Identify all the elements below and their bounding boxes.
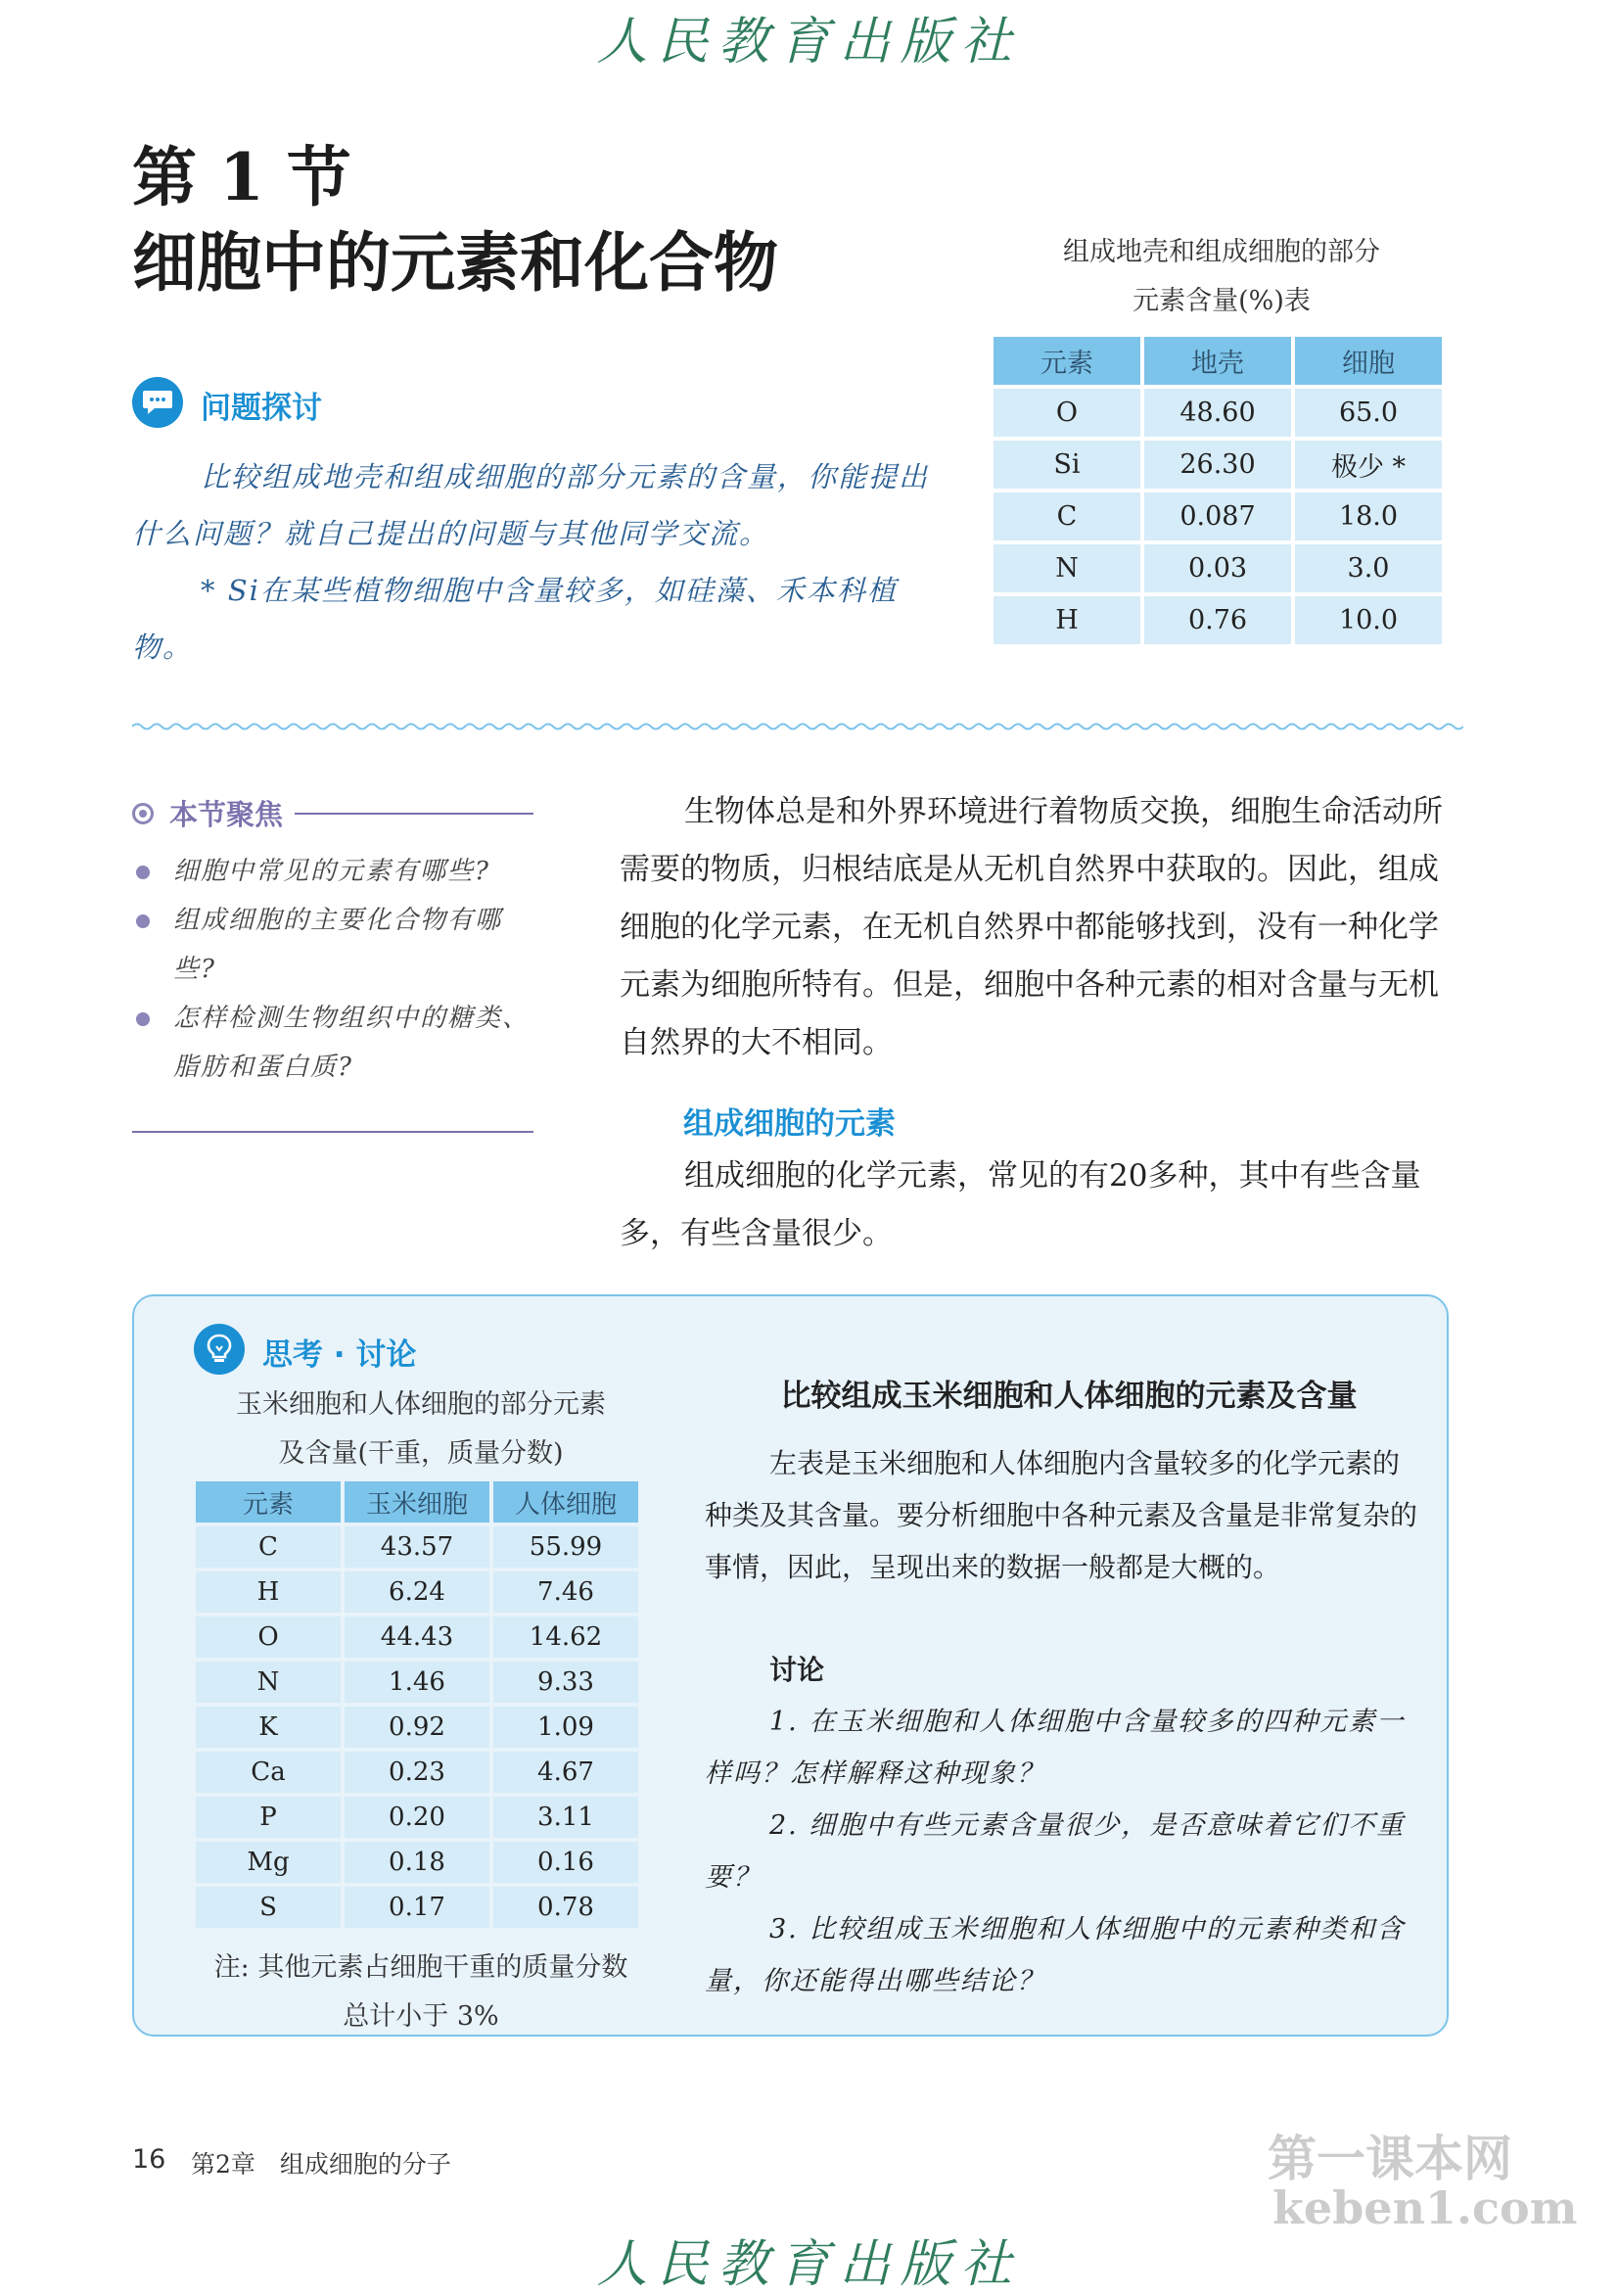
table-cell: 65.0 <box>1295 389 1442 437</box>
discussion-heading: 讨论 <box>769 1654 825 1686</box>
table2-caption <box>196 1381 646 1478</box>
table-cell: 43.57 <box>345 1526 489 1568</box>
focus-rule <box>295 813 533 815</box>
table-cell: 6.24 <box>345 1571 489 1613</box>
table-cell: 0.23 <box>345 1752 489 1793</box>
table-cell: K <box>196 1707 341 1748</box>
list-item: 2. 细胞中有些元素含量很少，是否意味着它们不重要？ <box>705 1810 1406 1893</box>
lightbulb-icon <box>194 1324 245 1375</box>
publisher-watermark-top: 人民教育出版社 <box>596 13 1022 71</box>
table-row <box>196 1842 638 1883</box>
focus-title: 本节聚焦 <box>169 798 284 831</box>
table-row <box>196 1617 638 1658</box>
table-cell: 44.43 <box>345 1617 489 1658</box>
table-cell: 10.0 <box>1295 596 1442 644</box>
chat-bubble-icon <box>132 377 183 428</box>
table-cell: 0.92 <box>345 1707 489 1748</box>
table-row <box>994 492 1442 540</box>
table-cell: 9.33 <box>493 1662 638 1703</box>
table-header-cell: 人体细胞 <box>493 1481 638 1523</box>
problem-paragraph-1: 比较组成地壳和组成细胞的部分元素的含量，你能提出什么问题？就自己提出的问题与其他同学交流。 <box>132 460 930 550</box>
problem-heading: 问题探讨 <box>201 391 322 426</box>
problem-text <box>132 448 935 676</box>
table-cell: H <box>196 1571 341 1613</box>
table-cell: 4.67 <box>493 1752 638 1793</box>
corn-human-element-table <box>192 1477 642 1932</box>
cell-elements-heading: 组成细胞的元素 <box>683 1106 896 1142</box>
site-watermark-url: keben1.com <box>1272 2181 1578 2234</box>
table-cell: 1.09 <box>493 1707 638 1748</box>
wavy-divider <box>132 720 1463 733</box>
table-row <box>994 596 1442 644</box>
list-item: 细胞中常见的元素有哪些? <box>132 847 533 896</box>
page-number: 16 <box>132 2144 166 2175</box>
table1-caption <box>992 228 1452 326</box>
table-cell: 3.0 <box>1295 544 1442 592</box>
table-cell: 极少 * <box>1295 441 1442 489</box>
table-cell: O <box>994 389 1140 437</box>
publisher-watermark-bottom: 人民教育出版社 <box>596 2235 1022 2294</box>
table-cell: 0.17 <box>345 1887 489 1928</box>
discussion-questions <box>705 1696 1419 2007</box>
table-header-cell: 细胞 <box>1295 337 1442 385</box>
list-item: 怎样检测生物组织中的糖类、脂肪和蛋白质? <box>132 994 533 1092</box>
focus-header <box>132 793 533 833</box>
table2-caption-line1: 玉米细胞和人体细胞的部分元素 <box>236 1389 606 1420</box>
compare-paragraph: 左表是玉米细胞和人体细胞内含量较多的化学元素的种类及其含量。要分析细胞中各种元素及含量是非常复杂的事情，因此，呈现出来的数据一般都是大概的。 <box>705 1447 1418 1583</box>
table-row <box>994 389 1442 437</box>
table-header-row <box>994 337 1442 385</box>
table-row <box>196 1526 638 1568</box>
table-row <box>196 1752 638 1793</box>
table-row <box>196 1662 638 1703</box>
table-row <box>196 1797 638 1838</box>
table-cell: 0.087 <box>1144 492 1291 540</box>
main-paragraph-2 <box>620 1148 1463 1263</box>
table-cell: N <box>994 544 1140 592</box>
table-header-cell: 元素 <box>196 1481 341 1523</box>
table-cell: 7.46 <box>493 1571 638 1613</box>
table-cell: H <box>994 596 1140 644</box>
table-cell: 0.20 <box>345 1797 489 1838</box>
table-cell: 0.03 <box>1144 544 1291 592</box>
table1-caption-line2: 元素含量(%)表 <box>1133 286 1311 316</box>
problem-footnote: * Si在某些植物细胞中含量较多，如硅藻、禾本科植物。 <box>132 574 898 664</box>
table-cell: 48.60 <box>1144 389 1291 437</box>
table-cell: O <box>196 1617 341 1658</box>
table-row <box>994 441 1442 489</box>
chapter-label: 第2章 组成细胞的分子 <box>191 2150 451 2179</box>
table-row <box>196 1571 638 1613</box>
table2-note-line2: 总计小于 3% <box>343 2001 499 2032</box>
table-header-cell: 玉米细胞 <box>345 1481 489 1523</box>
table-cell: 0.16 <box>493 1842 638 1883</box>
table-cell: 26.30 <box>1144 441 1291 489</box>
crust-cell-element-table <box>990 333 1446 648</box>
focus-list <box>132 847 533 1092</box>
table-header-cell: 地壳 <box>1144 337 1291 385</box>
table-cell: C <box>994 492 1140 540</box>
main-paragraph-text: 生物体总是和外界环境进行着物质交换，细胞生命活动所需要的物质，归根结底是从无机自然界中获取的。因此，组成细胞的化学元素，在无机自然界中都能够找到，没有一种化学元素为细胞所特有。但是，细胞中各种元素的相对含量与无机自然界的大不相同。 <box>620 794 1443 1060</box>
table-row <box>994 544 1442 592</box>
table2-caption-line2: 及含量(干重，质量分数) <box>278 1438 564 1469</box>
list-item: 1. 在玉米细胞和人体细胞中含量较多的四种元素一样吗？怎样解释这种现象？ <box>705 1707 1406 1789</box>
table1-caption-line1: 组成地壳和组成细胞的部分 <box>1063 237 1380 267</box>
compare-title: 比较组成玉米细胞和人体细胞的元素及含量 <box>780 1379 1358 1414</box>
table-cell: P <box>196 1797 341 1838</box>
table-cell: Si <box>994 441 1140 489</box>
section-number: 第 1 节 <box>132 139 351 215</box>
think-heading: 思考 · 讨论 <box>262 1337 417 1373</box>
table-row <box>196 1887 638 1928</box>
table-cell: Mg <box>196 1842 341 1883</box>
list-item: 组成细胞的主要化合物有哪些? <box>132 896 533 994</box>
table-cell: Ca <box>196 1752 341 1793</box>
table-cell: 14.62 <box>493 1617 638 1658</box>
section-title: 细胞中的元素和化合物 <box>132 224 778 301</box>
target-icon <box>132 803 154 824</box>
table-header-cell: 元素 <box>994 337 1140 385</box>
focus-bottom-rule <box>132 1131 533 1133</box>
table2-note <box>196 1944 646 2041</box>
section-focus-box <box>132 793 533 1092</box>
table2-note-line1: 注: 其他元素占细胞干重的质量分数 <box>213 1952 628 1983</box>
table-header-row <box>196 1481 638 1523</box>
main-paragraph-2-text: 组成细胞的化学元素，常见的有20多种，其中有些含量多，有些含量很少。 <box>620 1158 1421 1251</box>
table-cell: 1.46 <box>345 1662 489 1703</box>
compare-text <box>705 1437 1419 1593</box>
table-cell: S <box>196 1887 341 1928</box>
list-item: 3. 比较组成玉米细胞和人体细胞中的元素种类和含量，你还能得出哪些结论？ <box>705 1914 1406 1996</box>
table-cell: 55.99 <box>493 1526 638 1568</box>
table-row <box>196 1707 638 1748</box>
main-paragraph <box>620 783 1463 1072</box>
table-cell: N <box>196 1662 341 1703</box>
table-cell: 18.0 <box>1295 492 1442 540</box>
table-cell: 0.18 <box>345 1842 489 1883</box>
site-watermark-cn: 第一课本网 <box>1268 2131 1512 2187</box>
table-cell: 3.11 <box>493 1797 638 1838</box>
table-cell: C <box>196 1526 341 1568</box>
table-cell: 0.78 <box>493 1887 638 1928</box>
table-cell: 0.76 <box>1144 596 1291 644</box>
